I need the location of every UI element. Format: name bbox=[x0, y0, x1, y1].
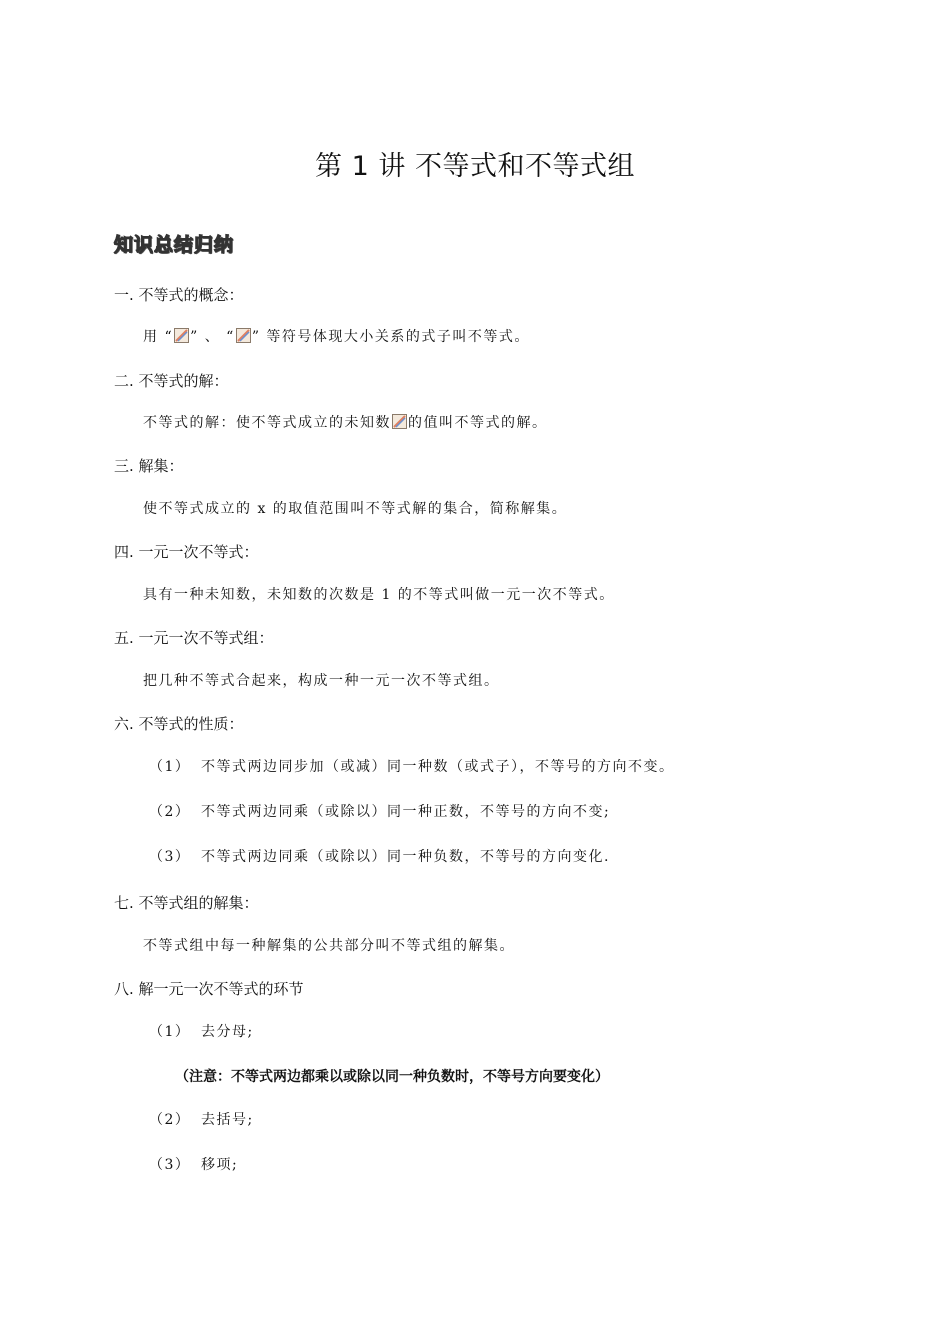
body-text: 用 “ bbox=[143, 329, 174, 345]
property-item-1 bbox=[149, 756, 675, 776]
section-heading-5: 五. 一元一次不等式组： bbox=[114, 629, 274, 647]
section-heading-6: 六. 不等式的性质： bbox=[114, 715, 244, 733]
item-text: 不等式两边同乘（或除以）同一种正数，不等号的方向不变; bbox=[201, 804, 611, 820]
item-number: （3） bbox=[149, 1157, 191, 1173]
body-text: ” 、 “ bbox=[190, 329, 235, 345]
section-heading-2: 二. 不等式的解： bbox=[114, 372, 229, 390]
section-body-3: 使不等式成立的 x 的取值范围叫不等式解的集合，简称解集。 bbox=[143, 501, 568, 517]
property-item-2 bbox=[149, 801, 610, 821]
item-number: （1） bbox=[149, 1024, 191, 1040]
missing-image-icon bbox=[236, 328, 251, 343]
note-text: （注意：不等式两边都乘以或除以同一种负数时，不等号方向要变化） bbox=[175, 1069, 609, 1085]
body-text: 不等式的解：使不等式成立的未知数 bbox=[143, 415, 391, 431]
section-heading-4: 四. 一元一次不等式： bbox=[114, 543, 259, 561]
missing-image-icon bbox=[174, 328, 189, 343]
section-body-1 bbox=[143, 326, 530, 346]
body-text: ” 等符号体现大小关系的式子叫不等式。 bbox=[251, 329, 530, 345]
section-body-5: 把几种不等式合起来，构成一种一元一次不等式组。 bbox=[143, 673, 500, 689]
item-text: 去括号; bbox=[201, 1112, 254, 1128]
item-text: 去分母; bbox=[201, 1024, 254, 1040]
page-title: 第 1 讲 不等式和不等式组 bbox=[315, 151, 635, 182]
step-item-1 bbox=[149, 1021, 254, 1041]
section-body-2 bbox=[143, 412, 548, 432]
step-item-3 bbox=[149, 1154, 238, 1174]
item-number: （1） bbox=[149, 759, 191, 775]
step-item-2 bbox=[149, 1109, 254, 1129]
item-number: （3） bbox=[149, 849, 191, 865]
section-body-4: 具有一种未知数，未知数的次数是 1 的不等式叫做一元一次不等式。 bbox=[143, 587, 615, 603]
property-item-3 bbox=[149, 846, 610, 866]
item-text: 不等式两边同乘（或除以）同一种负数，不等号的方向变化. bbox=[201, 849, 610, 865]
missing-image-icon bbox=[392, 414, 407, 429]
section-heading-7: 七. 不等式组的解集： bbox=[114, 894, 259, 912]
section-heading-3: 三. 解集： bbox=[114, 457, 184, 475]
section-body-7: 不等式组中每一种解集的公共部分叫不等式组的解集。 bbox=[143, 938, 515, 954]
item-number: （2） bbox=[149, 1112, 191, 1128]
item-text: 不等式两边同步加（或减）同一种数（或式子），不等号的方向不变。 bbox=[201, 759, 675, 775]
item-text: 移项; bbox=[201, 1157, 239, 1173]
body-text: 的值叫不等式的解。 bbox=[408, 415, 548, 431]
section-heading-1: 一. 不等式的概念： bbox=[114, 286, 244, 304]
section-heading-8: 八. 解一元一次不等式的环节 bbox=[114, 980, 304, 998]
item-number: （2） bbox=[149, 804, 191, 820]
section-banner: 知识总结归纳 bbox=[114, 234, 235, 256]
